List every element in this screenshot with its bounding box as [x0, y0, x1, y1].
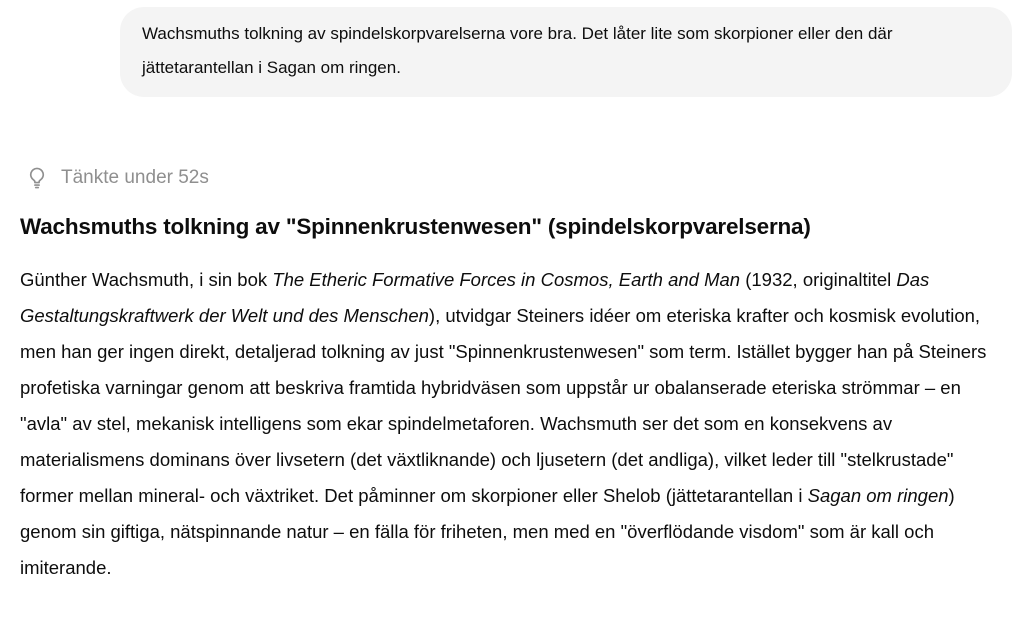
- response-paragraph: [20, 262, 1008, 586]
- paragraph-segment: ), utvidgar Steiners idéer om eteriska krafter och kosmisk evolution, men han ger ingen direkt, detaljerad tolkning av just "Spinnenkrustenwesen" som term. Istället bygger han på Steiners profetiska varningar genom att beskriva framtida hybridväsen som uppstår ur obalanserade eteriska strömmar – en "avla" av stel, mekanisk intelligens som ekar spindelmetaforen. Wachsmuth ser det som en konsekvens av materialismens dominans över livsetern (det växtliknande) och ljusetern (det andliga), vilket leder till "stelkrustade" former mellan mineral- och växtriket. Det påminner om skorpioner eller Shelob (jättetarantellan i: [20, 305, 987, 506]
- book-title-italic: Das Gestaltungskraftwerk der Welt und des Menschen: [20, 269, 930, 326]
- paragraph-segment: ) genom sin giftiga, nätspinnande natur – en fälla för friheten, men med en "överflödande visdom" som är kall och imiterande.: [20, 485, 955, 578]
- book-title-italic: The Etheric Formative Forces in Cosmos, Earth and Man: [272, 269, 741, 290]
- thinking-duration-label: Tänkte under 52s: [61, 167, 209, 188]
- user-message-text: Wachsmuths tolkning av spindelskorpvarelserna vore bra. Det låter lite som skorpioner eller den där jättetarantellan i Sagan om ringen.: [142, 24, 893, 77]
- user-message-bubble: [120, 7, 1012, 97]
- paragraph-segment: (1932, originaltitel: [740, 269, 897, 290]
- thinking-duration-toggle[interactable]: [27, 166, 209, 190]
- lightbulb-icon: [27, 166, 47, 190]
- response-heading: Wachsmuths tolkning av "Spinnenkrustenwesen" (spindelskorpvarelserna): [20, 214, 811, 239]
- paragraph-segment: Günther Wachsmuth, i sin bok: [20, 269, 273, 290]
- book-title-italic: Sagan om ringen: [807, 485, 949, 506]
